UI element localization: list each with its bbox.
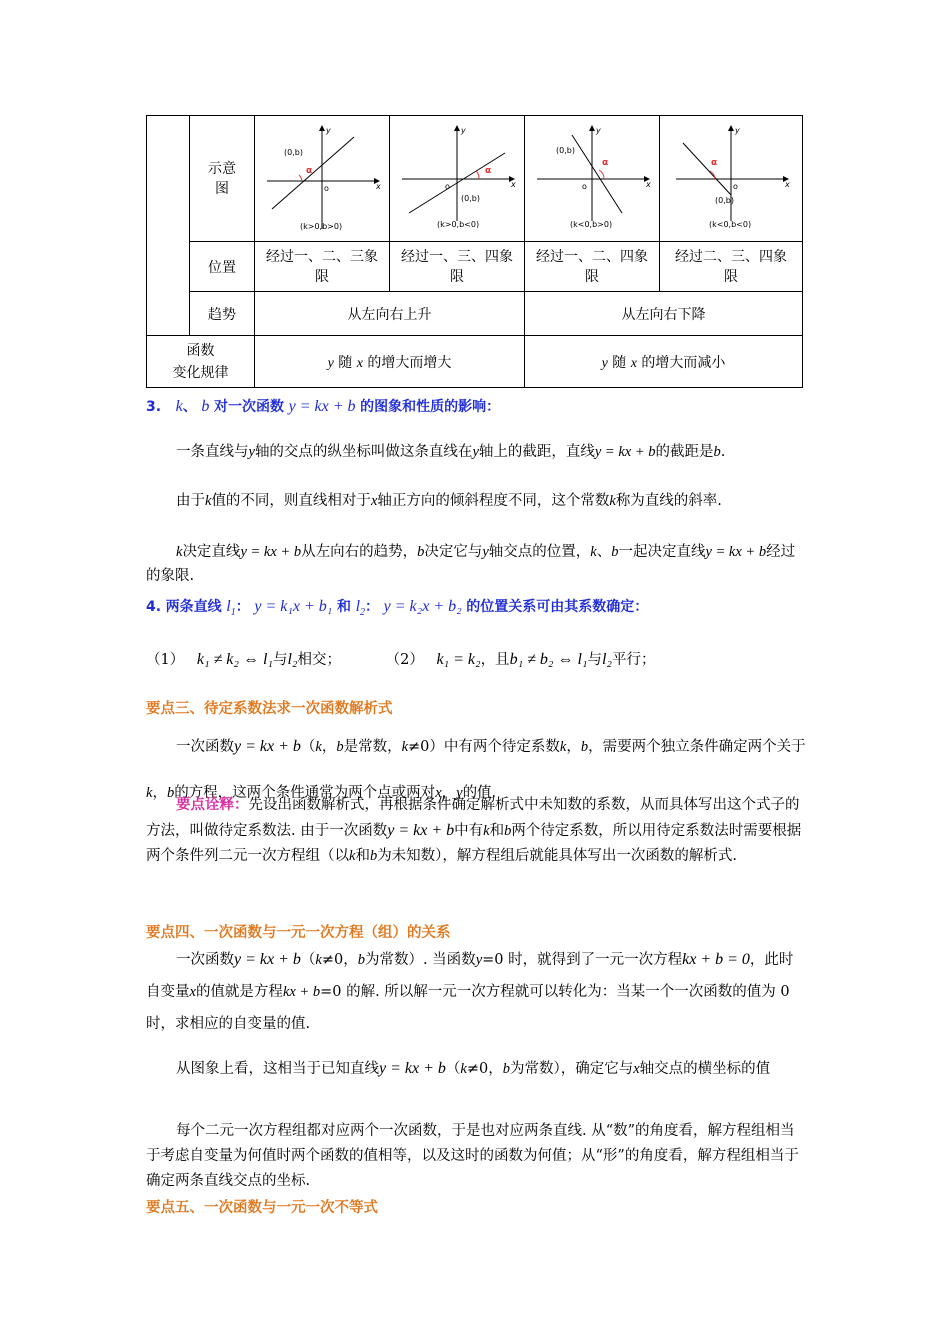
- x-axis-label: x: [376, 181, 381, 191]
- trend-down-cell: 从左向右下降: [525, 292, 803, 336]
- text: 的截距是: [655, 444, 714, 460]
- origin-label: o: [582, 181, 587, 191]
- text: 由于: [176, 493, 205, 509]
- item-number: （2）: [385, 652, 424, 668]
- b-symbol: b: [502, 1061, 510, 1077]
- k-symbol: k: [175, 398, 183, 415]
- text: 轴的交点的纵坐标叫做这条直线在: [254, 444, 473, 460]
- b-symbol: b: [611, 544, 619, 560]
- text: 决定它与: [424, 544, 483, 560]
- b-symbol: b: [580, 739, 589, 755]
- diagram-k-neg-b-pos: [532, 121, 652, 237]
- text: 和: [489, 823, 505, 839]
- text: ：: [365, 599, 380, 615]
- equation: y = kx + b: [379, 1060, 446, 1077]
- equation: b₁ ≠ b₂ ⇔ l₁: [509, 651, 588, 668]
- equation: y = kx + b: [387, 822, 455, 839]
- diagram-k-pos-b-neg: [397, 121, 517, 237]
- l-symbol: l: [355, 598, 361, 615]
- paragraph-key-explanation: [146, 793, 806, 869]
- paragraph-kb: [146, 540, 806, 588]
- alpha-label: α: [602, 157, 609, 168]
- change-row-label: 函数 变化规律: [147, 336, 255, 388]
- text: 轴上的截距，直线: [478, 444, 595, 460]
- x-symbol: x: [189, 984, 196, 1000]
- section-number: 3.: [146, 399, 162, 415]
- condition-label: (k>0,b>0): [300, 221, 343, 231]
- text: 相交；: [297, 652, 341, 668]
- equation: kx + b = 0: [682, 951, 750, 968]
- text: 的方程，这两个条件通常为两个点或两对: [174, 785, 436, 801]
- alpha-label: α: [306, 165, 313, 176]
- b-symbol: b: [201, 398, 210, 415]
- increase-text: 的增大而增大: [367, 354, 452, 371]
- y-axis-label: y: [596, 125, 601, 135]
- equation: kx + b: [282, 984, 321, 1000]
- key-label: 要点诠释：: [176, 797, 249, 813]
- condition-label: (k<0,b>0): [570, 219, 613, 229]
- text: 决定直线: [182, 544, 241, 560]
- section-3-heading: [146, 396, 500, 416]
- b-symbol: b: [713, 444, 721, 460]
- origin-label: o: [445, 181, 450, 191]
- text: 从图象上看，这相当于已知直线: [176, 1061, 379, 1077]
- l2-symbol: l₂: [601, 651, 612, 668]
- text: 为常数），确定它与: [509, 1061, 634, 1077]
- text: 中有: [454, 823, 484, 839]
- text: .: [720, 444, 726, 460]
- sui-text: 随: [338, 354, 353, 371]
- text: （: [300, 739, 316, 755]
- k-symbol: k: [559, 739, 567, 755]
- heading-tail: 的位置关系可由其系数确定：: [466, 599, 649, 615]
- equation-2: y = k₂x + b₂: [383, 598, 462, 615]
- k-symbol: k: [609, 493, 616, 509]
- text: ，: [566, 739, 581, 755]
- change-increase-cell: [255, 336, 525, 388]
- text: ，此时自变量: [146, 952, 794, 1000]
- b-symbol: b: [166, 785, 175, 801]
- paragraph-linear-equation: [146, 944, 806, 1040]
- trend-row-label: 趋势: [190, 292, 255, 336]
- change-decrease-cell: [525, 336, 803, 388]
- x-symbol: x: [630, 355, 637, 371]
- origin-label: o: [733, 181, 738, 191]
- subscript: 1: [230, 606, 236, 618]
- text: =0 时，就得到了一元一次方程: [482, 952, 683, 968]
- subscript: 2: [360, 606, 366, 618]
- text: 的值.: [462, 785, 497, 801]
- text: 一次函数: [176, 952, 234, 968]
- equation: y = kx + b: [234, 738, 301, 755]
- text: ：: [235, 599, 250, 615]
- b-symbol: b: [357, 952, 365, 968]
- text: （: [445, 1061, 461, 1077]
- text: ，: [152, 785, 167, 801]
- equation: y = kx + b: [705, 544, 767, 560]
- text: 称为直线的斜率.: [615, 493, 722, 509]
- text: ，: [441, 785, 457, 801]
- position-row-label: 位置: [190, 242, 255, 292]
- y-symbol: y: [456, 785, 463, 801]
- text: 经过的象限.: [146, 544, 796, 584]
- equation: y = kx + b: [288, 398, 356, 415]
- text: 与: [272, 652, 288, 668]
- heading-text: 两条直线: [165, 599, 222, 615]
- diagram-k-neg-b-neg: [671, 121, 791, 237]
- text: ≠0，: [466, 1061, 503, 1077]
- paragraph-system-of-equations: 每个二元一次方程组都对应两个一次函数，于是也对应两条直线. 从“数”的角度看，解方程组相当于考虑自变量为何值时两个函数的值相等，以及这时的函数为何值；从“形”的角度看，解方程组相当于确定两条直线交点的坐标.: [146, 1123, 799, 1189]
- l2-symbol: l₂: [287, 651, 298, 668]
- diagram-k-pos-b-pos: [262, 121, 382, 237]
- text: ≠0，: [321, 952, 358, 968]
- text: 值的不同，则直线相对于: [211, 493, 371, 509]
- paragraph-graph-view: [146, 1046, 806, 1092]
- k-symbol: k: [315, 952, 322, 968]
- x-symbol: x: [633, 1061, 640, 1077]
- text: 轴正方向的倾斜程度不同，这个常数: [377, 493, 610, 509]
- text: 为未知数），解方程组后就能具体写出一次函数的解析式.: [377, 848, 738, 864]
- text: 平行；: [612, 652, 656, 668]
- position-cell-4: 经过二、三、四象限: [660, 242, 803, 292]
- position-cell-3: 经过一、二、四象限: [525, 242, 660, 292]
- text: ，需要两个独立条件确定两个关于: [588, 739, 806, 755]
- equation: k₁ ≠ k₂ ⇔ l₁: [196, 651, 273, 668]
- y-axis-label: y: [461, 125, 466, 135]
- properties-table: [146, 115, 803, 388]
- text: （: [300, 952, 316, 968]
- equation: y = kx + b: [594, 444, 656, 460]
- alpha-label: α: [485, 165, 492, 176]
- text: 、: [596, 544, 612, 560]
- x-symbol: x: [370, 493, 378, 509]
- position-cell-2: 经过一、三、四象限: [390, 242, 525, 292]
- decrease-text: 的增大而减小: [641, 354, 726, 371]
- l-symbol: l: [226, 598, 231, 615]
- intercept-label: (0,b): [284, 147, 303, 157]
- equation: y = kx + b: [240, 544, 302, 560]
- k-symbol: k: [590, 544, 597, 560]
- text: 和: [336, 599, 351, 615]
- y-axis-label: y: [735, 125, 740, 135]
- text: =0 的解. 所以解一元一次方程就可以转化为：当某一个一次函数的值为 0 时，求相应的自变量的值.: [146, 984, 790, 1032]
- text: 两个待定系数，所以用待定系数法时需要根据两个条件列二元一次方程组（以: [146, 823, 802, 864]
- text: 一起决定直线: [618, 544, 706, 560]
- k-symbol: k: [205, 493, 212, 509]
- diagram-cell-4: [660, 116, 803, 242]
- y-axis-label: y: [326, 125, 331, 135]
- origin-label: o: [324, 183, 329, 193]
- section-4-heading: [146, 596, 648, 618]
- x-symbol: x: [435, 785, 442, 801]
- heading-text: 对一次函数: [214, 399, 284, 415]
- intercept-label: (0,b): [715, 195, 734, 205]
- k-symbol: k: [349, 848, 356, 864]
- b-symbol: b: [336, 739, 344, 755]
- y-symbol: y: [475, 952, 483, 968]
- b-symbol: b: [504, 823, 512, 839]
- text: 为常数）. 当函数: [364, 952, 476, 968]
- k-symbol: k: [483, 823, 490, 839]
- heading-point-4: 要点四、一次函数与一元一次方程（组）的关系: [146, 925, 451, 941]
- text: 的值就是方程: [195, 984, 283, 1000]
- b-symbol: b: [417, 544, 425, 560]
- x-axis-label: x: [646, 179, 651, 189]
- y-symbol: y: [601, 355, 608, 371]
- b-symbol: b: [369, 848, 378, 864]
- item-number: （1）: [146, 652, 185, 668]
- intercept-label: (0,b): [556, 145, 575, 155]
- table-blank-cell: [147, 116, 190, 336]
- diagram-cell-3: [525, 116, 660, 242]
- alpha-label: α: [711, 157, 718, 168]
- text: 与: [587, 652, 602, 668]
- y-symbol: y: [248, 444, 255, 460]
- diagram-row-label: 示意 图: [190, 116, 255, 242]
- section-number: 4.: [146, 599, 162, 615]
- text: 是常数，: [343, 739, 402, 755]
- equation-1: y = k₁x + b₁: [254, 598, 333, 615]
- y-symbol: y: [327, 355, 334, 371]
- k-symbol: k: [146, 785, 153, 801]
- text: ，: [321, 739, 337, 755]
- parallel-intersect-conditions: [146, 648, 656, 669]
- k-symbol: k: [460, 1061, 467, 1077]
- text: 一条直线与: [176, 444, 249, 460]
- separator: 、: [182, 399, 197, 415]
- heading-tail: 的图象和性质的影响：: [360, 399, 501, 415]
- text: 先设出函数解析式，再根据条件确定解析式中未知数的系数，从而具体写出这个式子的方法，叫做待定系数法. 由于一次函数: [146, 797, 800, 839]
- diagram-cell-1: [255, 116, 390, 242]
- text: 一次函数: [176, 739, 234, 755]
- paragraph-slope: [146, 489, 806, 513]
- k-symbol: k: [401, 739, 409, 755]
- heading-point-3: 要点三、待定系数法求一次函数解析式: [146, 701, 393, 717]
- sui-text: 随: [612, 354, 627, 371]
- y-symbol: y: [482, 544, 489, 560]
- condition-label: (k>0,b<0): [437, 219, 480, 229]
- k-symbol: k: [176, 544, 183, 560]
- text: ，且: [480, 652, 510, 668]
- condition-label: (k<0,b<0): [709, 219, 752, 229]
- equation: k₁ = k₂: [436, 651, 481, 668]
- k-symbol: k: [315, 739, 322, 755]
- x-axis-label: x: [511, 179, 516, 189]
- diagram-cell-2: [390, 116, 525, 242]
- text: ≠0）中有两个待定系数: [408, 739, 560, 755]
- position-cell-1: 经过一、二、三象限: [255, 242, 390, 292]
- text: 和: [355, 848, 370, 864]
- text: 从左向右的趋势，: [301, 544, 418, 560]
- x-axis-label: x: [785, 179, 790, 189]
- y-symbol: y: [472, 444, 479, 460]
- paragraph-intercept: [146, 440, 806, 464]
- text: 轴交点的位置，: [488, 544, 591, 560]
- intercept-label: (0,b): [461, 193, 480, 203]
- heading-point-5: 要点五、一次函数与一元一次不等式: [146, 1200, 378, 1216]
- trend-up-cell: 从左向右上升: [255, 292, 525, 336]
- x-symbol: x: [356, 355, 363, 371]
- text: 轴交点的横坐标的值: [639, 1061, 771, 1077]
- equation: y = kx + b: [234, 951, 301, 968]
